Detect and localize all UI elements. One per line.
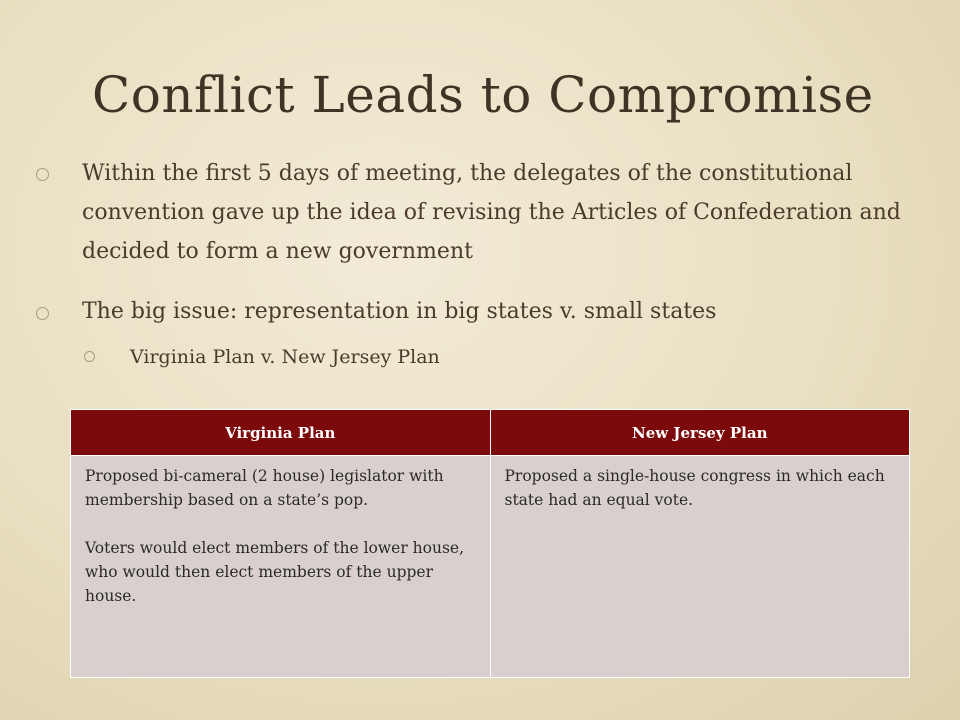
table-row (71, 456, 910, 678)
new-jersey-plan-point: Proposed a single-house congress in which each state had an equal vote. (504, 467, 885, 509)
virginia-plan-cell (71, 456, 491, 678)
bullet-text: Within the first 5 days of meeting, the delegates of the constitutional convention gave up the idea of revising the Articles of Confederation and decided to form a new government (82, 161, 901, 264)
new-jersey-plan-cell (490, 456, 910, 678)
bullet-ring-icon (36, 168, 49, 181)
table-header-row (71, 410, 910, 456)
sub-bullet-text: Virginia Plan v. New Jersey Plan (130, 346, 440, 368)
sub-bullet-ring-icon (84, 351, 95, 362)
virginia-plan-point: Proposed bi-cameral (2 house) legislator with membership based on a state’s pop. (85, 467, 444, 509)
bullet-ring-icon (36, 307, 49, 320)
plans-comparison-table (70, 409, 910, 678)
bullet-text: The big issue: representation in big states v. small states (82, 299, 717, 324)
header-new-jersey-plan: New Jersey Plan (490, 410, 910, 456)
slide-title: Conflict Leads to Compromise (92, 66, 874, 124)
virginia-plan-point: Voters would elect members of the lower house, who would then elect members of the upper house. (85, 539, 465, 605)
header-virginia-plan: Virginia Plan (71, 410, 491, 456)
